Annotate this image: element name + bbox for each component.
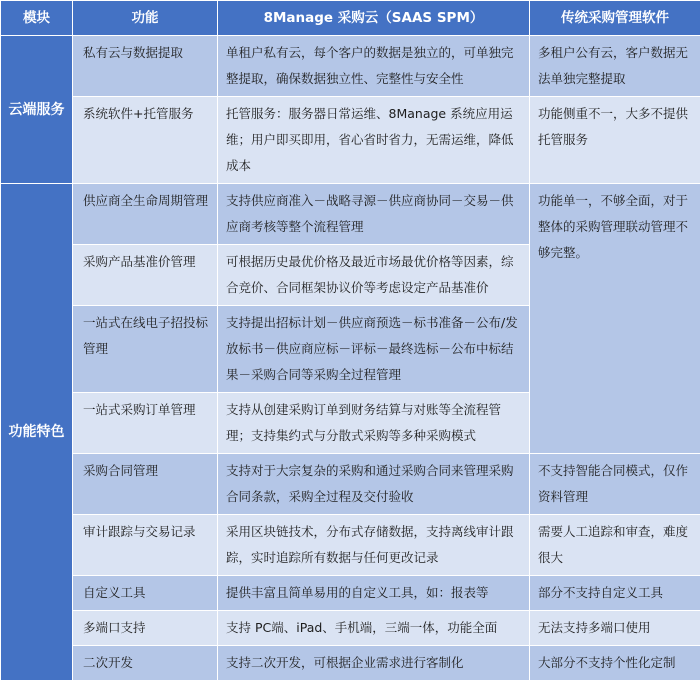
header-module: 模块 <box>1 1 73 36</box>
8manage-cell: 采用区块链技术，分布式存储数据，支持离线审计跟踪，实时追踪所有数据与任何更改记录 <box>218 515 530 576</box>
8manage-cell: 支持供应商准入－战略寻源－供应商协同－交易－供应商考核等整个流程管理 <box>218 184 530 245</box>
8manage-cell: 可根据历史最优价格及最近市场最优价格等因素，综合竞价、合同框架协议价等考虑设定产品基准价 <box>218 245 530 306</box>
traditional-cell: 功能侧重不一，大多不提供托管服务 <box>530 97 700 184</box>
header-function: 功能 <box>73 1 218 36</box>
function-cell: 二次开发 <box>73 646 218 681</box>
traditional-cell: 无法支持多端口使用 <box>530 611 700 646</box>
header-row <box>1 1 700 36</box>
8manage-cell: 提供丰富且简单易用的自定义工具，如：报表等 <box>218 576 530 611</box>
function-cell: 采购合同管理 <box>73 454 218 515</box>
table-row <box>1 184 700 245</box>
8manage-cell: 支持提出招标计划－供应商预选－标书准备－公布/发放标书－供应商应标－评标－最终选标－公布中标结果－采购合同等采购全过程管理 <box>218 306 530 393</box>
module-cloud-service: 云端服务 <box>1 36 73 184</box>
function-cell: 系统软件+托管服务 <box>73 97 218 184</box>
function-cell: 采购产品基准价管理 <box>73 245 218 306</box>
function-cell: 自定义工具 <box>73 576 218 611</box>
table-row <box>1 454 700 515</box>
module-features: 功能特色 <box>1 184 73 681</box>
function-cell: 一站式在线电子招投标管理 <box>73 306 218 393</box>
function-cell: 多端口支持 <box>73 611 218 646</box>
table-row <box>1 646 700 681</box>
traditional-cell: 功能单一，不够全面，对于整体的采购管理联动管理不够完整。 <box>530 184 700 454</box>
function-cell: 供应商全生命周期管理 <box>73 184 218 245</box>
8manage-cell: 托管服务：服务器日常运维、8Manage 系统应用运维；用户即买即用，省心省时省力，无需运维，降低成本 <box>218 97 530 184</box>
8manage-cell: 支持 PC端、iPad、手机端，三端一体，功能全面 <box>218 611 530 646</box>
table-row <box>1 97 700 184</box>
8manage-cell: 支持对于大宗复杂的采购和通过采购合同来管理采购合同条款，采购全过程及交付验收 <box>218 454 530 515</box>
function-cell: 审计跟踪与交易记录 <box>73 515 218 576</box>
8manage-cell: 支持二次开发，可根据企业需求进行客制化 <box>218 646 530 681</box>
header-8manage: 8Manage 采购云（SAAS SPM） <box>218 1 530 36</box>
8manage-cell: 支持从创建采购订单到财务结算与对账等全流程管理；支持集约式与分散式采购等多种采购模式 <box>218 393 530 454</box>
function-cell: 一站式采购订单管理 <box>73 393 218 454</box>
8manage-cell: 单租户私有云，每个客户的数据是独立的，可单独完整提取，确保数据独立性、完整性与安全性 <box>218 36 530 97</box>
table-row <box>1 611 700 646</box>
traditional-cell: 需要人工追踪和审查，难度很大 <box>530 515 700 576</box>
table-row <box>1 36 700 97</box>
header-traditional: 传统采购管理软件 <box>530 1 700 36</box>
table-row <box>1 515 700 576</box>
traditional-cell: 不支持智能合同模式，仅作资料管理 <box>530 454 700 515</box>
traditional-cell: 部分不支持自定义工具 <box>530 576 700 611</box>
traditional-cell: 大部分不支持个性化定制 <box>530 646 700 681</box>
traditional-cell: 多租户公有云，客户数据无法单独完整提取 <box>530 36 700 97</box>
table-row <box>1 576 700 611</box>
function-cell: 私有云与数据提取 <box>73 36 218 97</box>
